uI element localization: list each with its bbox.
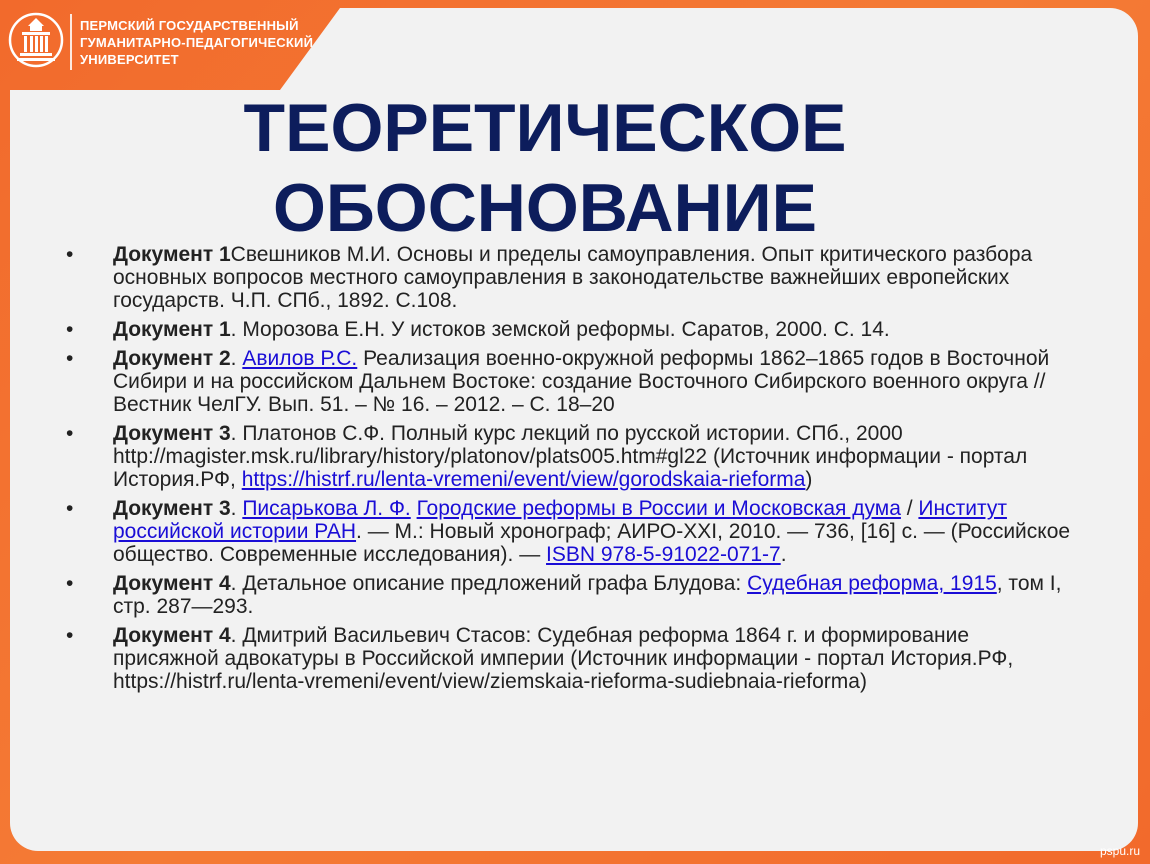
- bullet-icon: •: [66, 422, 74, 445]
- logo-divider: [70, 14, 72, 70]
- list-item: [66, 624, 1076, 693]
- reference-text: .: [230, 347, 243, 370]
- document-label: Документ 1: [113, 318, 231, 341]
- reference-link[interactable]: https://histrf.ru/lenta-vremeni/event/view/gorodskaia-rieforma: [241, 468, 806, 491]
- slide-title-line: ТЕОРЕТИЧЕСКОЕ: [243, 90, 847, 166]
- reference-link[interactable]: Авилов Р.С.: [242, 347, 358, 370]
- bullet-icon: •: [66, 347, 74, 370]
- reference-text: .: [780, 543, 787, 566]
- list-item: [66, 572, 1076, 618]
- reference-text: . Платонов С.Ф. Полный курс лекций по русской истории. СПб., 2000 http://magister.msk.ru/library/history/platonov/plats005.htm#gl22 (Источник информации - портал История.РФ,: [113, 422, 1028, 491]
- bullet-icon: •: [66, 572, 74, 595]
- bullet-icon: •: [66, 497, 74, 520]
- reference-text: Свешников М.И. Основы и пределы самоуправления. Опыт критического разбора основных вопросов местного самоуправления в законодательстве важнейших европейских государств. Ч.П. СПб., 1892. С.108.: [113, 243, 1033, 312]
- document-list: [66, 243, 1076, 699]
- reference-text: . Дмитрий Васильевич Стасов: Судебная реформа 1864 г. и формирование присяжной адвокатуры в Российской империи (Источник информации - портал История.РФ, https://histrf.ru/lenta-vremeni/event/view/ziemskaia-rieforma-sudiebnaia-rieforma): [113, 624, 1014, 693]
- reference-text: /: [900, 497, 919, 520]
- list-item: [66, 422, 1076, 491]
- university-name-line: ГУМАНИТАРНО-ПЕДАГОГИЧЕСКИЙ: [80, 35, 314, 50]
- reference-link[interactable]: ISBN 978-5-91022-071-7: [546, 543, 781, 566]
- reference-text: Реализация военно-окружной реформы 1862–1865 годов в Восточной Сибири и на российском Дальнем Востоке: создание Восточного Сибирского военного округа // Вестник ЧелГУ. Вып. 51. – № 16. – 2012. – С. 18–20: [113, 347, 1050, 416]
- university-name-line: УНИВЕРСИТЕТ: [80, 52, 179, 67]
- document-label: Документ 1: [113, 243, 231, 266]
- bullet-icon: •: [66, 624, 74, 647]
- bullet-icon: •: [66, 243, 74, 266]
- university-building-logo-icon: [8, 10, 64, 74]
- document-label: Документ 3: [113, 422, 231, 445]
- list-item: [66, 318, 1076, 341]
- reference-text: . Морозова Е.Н. У истоков земской реформы. Саратов, 2000. С. 14.: [230, 318, 890, 341]
- footer-url: pspu.ru: [1099, 844, 1140, 858]
- reference-link[interactable]: Институт российской истории РАН: [113, 497, 1007, 543]
- university-name: [80, 17, 313, 68]
- document-label: Документ 4: [113, 572, 231, 595]
- reference-link[interactable]: Писарькова Л. Ф.: [242, 497, 411, 520]
- reference-text: . Детальное описание предложений графа Блудова:: [230, 572, 748, 595]
- reference-link[interactable]: Городские реформы в России и Московская дума: [416, 497, 901, 520]
- slide-title-line: ОБОСНОВАНИЕ: [273, 170, 817, 246]
- header: [0, 0, 340, 80]
- reference-text: . — М.: Новый хронограф; АИРО-XXI, 2010. — 736, [16] с. — (Российское общество. Современные исследования). —: [113, 520, 1071, 566]
- university-name-line: ПЕРМСКИЙ ГОСУДАРСТВЕННЫЙ: [80, 18, 299, 33]
- reference-link[interactable]: Судебная реформа, 1915: [747, 572, 997, 595]
- list-item: [66, 497, 1076, 566]
- list-item: [66, 347, 1076, 416]
- bullet-icon: •: [66, 318, 74, 341]
- reference-text: ): [805, 468, 813, 491]
- document-label: Документ 4: [113, 624, 231, 647]
- slide-title: [180, 88, 910, 248]
- reference-text: , том I, стр. 287—293.: [113, 572, 1062, 618]
- document-label: Документ 2: [113, 347, 231, 370]
- list-item: [66, 243, 1076, 312]
- reference-text: .: [230, 497, 243, 520]
- document-label: Документ 3: [113, 497, 231, 520]
